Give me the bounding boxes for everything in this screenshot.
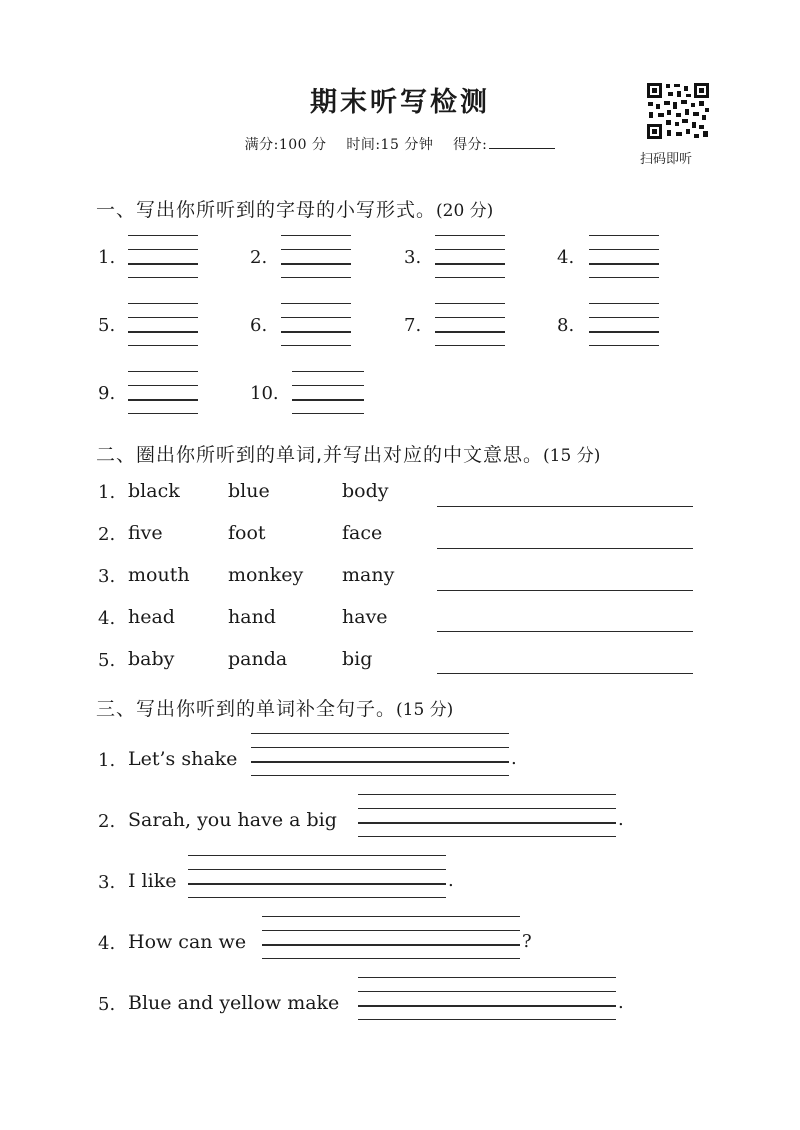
four-line-guide <box>358 794 616 795</box>
four-line-guide <box>128 413 198 414</box>
sentence-text: I like <box>128 870 177 892</box>
four-line-guide <box>281 249 351 250</box>
four-line-guide[interactable] <box>292 399 364 401</box>
four-line-guide <box>128 303 198 304</box>
four-line-guide <box>292 371 364 372</box>
word-option[interactable]: foot <box>228 522 266 544</box>
section2-points: (15 分) <box>543 446 601 466</box>
four-line-guide[interactable] <box>358 1005 616 1007</box>
section3-points: (15 分) <box>396 700 454 720</box>
four-line-guide[interactable] <box>262 944 520 946</box>
four-line-guide <box>358 1019 616 1020</box>
sentence-num: 5. <box>98 994 116 1015</box>
section2-heading <box>96 440 600 467</box>
section1-title: 一、写出你所听到的字母的小写形式。 <box>96 199 437 221</box>
four-line-guide[interactable] <box>128 331 198 333</box>
four-line-guide <box>188 869 446 870</box>
sentence-text: How can we <box>128 931 247 953</box>
four-line-guide[interactable] <box>589 331 659 333</box>
word-option[interactable]: monkey <box>228 564 304 586</box>
letter-item-num: 4. <box>557 247 575 268</box>
four-line-guide <box>281 235 351 236</box>
word-option[interactable]: have <box>342 606 388 628</box>
four-line-guide <box>435 277 505 278</box>
word-option[interactable]: hand <box>228 606 276 628</box>
four-line-guide <box>589 277 659 278</box>
letter-item-num: 7. <box>404 315 422 336</box>
word-option[interactable]: head <box>128 606 175 628</box>
page-title: 期末听写检测 <box>310 87 490 118</box>
four-line-guide <box>435 303 505 304</box>
four-line-guide <box>281 303 351 304</box>
four-line-guide <box>589 249 659 250</box>
four-line-guide[interactable] <box>281 263 351 265</box>
s2-row-num: 2. <box>98 524 116 545</box>
meaning-answer-line[interactable] <box>437 673 693 674</box>
four-line-guide <box>251 775 509 776</box>
word-option[interactable]: baby <box>128 648 175 670</box>
letter-item-num: 3. <box>404 247 422 268</box>
time-limit: 时间:15 分钟 <box>346 137 434 153</box>
letter-item-num: 5. <box>98 315 116 336</box>
word-option[interactable]: body <box>342 480 389 502</box>
four-line-guide[interactable] <box>358 822 616 824</box>
four-line-guide <box>281 317 351 318</box>
four-line-guide <box>589 235 659 236</box>
sentence-end-mark: . <box>448 870 454 891</box>
four-line-guide <box>589 303 659 304</box>
four-line-guide[interactable] <box>188 883 446 885</box>
score-blank[interactable] <box>489 148 555 149</box>
four-line-guide <box>589 345 659 346</box>
four-line-guide[interactable] <box>128 399 198 401</box>
section3-title: 三、写出你听到的单词补全句子。 <box>96 698 397 720</box>
meaning-answer-line[interactable] <box>437 590 693 591</box>
sentence-num: 3. <box>98 872 116 893</box>
full-score: 满分:100 分 <box>244 137 327 153</box>
word-option[interactable]: mouth <box>128 564 190 586</box>
sentence-end-mark: . <box>618 809 624 830</box>
section1-heading <box>96 195 493 222</box>
four-line-guide <box>262 930 520 931</box>
sentence-num: 4. <box>98 933 116 954</box>
four-line-guide <box>262 916 520 917</box>
four-line-guide <box>292 413 364 414</box>
four-line-guide <box>251 747 509 748</box>
four-line-guide <box>435 317 505 318</box>
four-line-guide <box>435 249 505 250</box>
four-line-guide <box>262 958 520 959</box>
word-option[interactable]: blue <box>228 480 270 502</box>
four-line-guide <box>358 836 616 837</box>
sentence-num: 1. <box>98 750 116 771</box>
four-line-guide <box>281 345 351 346</box>
s2-row-num: 1. <box>98 482 116 503</box>
score-label: 得分: <box>453 137 488 153</box>
four-line-guide <box>358 991 616 992</box>
four-line-guide[interactable] <box>281 331 351 333</box>
four-line-guide[interactable] <box>435 331 505 333</box>
section1-points: (20 分) <box>436 201 494 221</box>
sentence-text: Let’s shake <box>128 748 238 770</box>
four-line-guide[interactable] <box>589 263 659 265</box>
four-line-guide <box>128 317 198 318</box>
qr-label: 扫码即听 <box>640 152 693 167</box>
four-line-guide <box>128 277 198 278</box>
four-line-guide <box>128 235 198 236</box>
four-line-guide <box>128 249 198 250</box>
sentence-end-mark: . <box>511 748 517 769</box>
four-line-guide <box>128 345 198 346</box>
s2-row-num: 3. <box>98 566 116 587</box>
letter-item-num: 6. <box>250 315 268 336</box>
four-line-guide[interactable] <box>251 761 509 763</box>
sentence-text: Blue and yellow make <box>128 992 340 1014</box>
word-option[interactable]: panda <box>228 648 288 670</box>
letter-item-num: 10. <box>250 383 279 404</box>
four-line-guide <box>188 855 446 856</box>
sentence-text: Sarah, you have a big <box>128 809 337 831</box>
four-line-guide <box>281 277 351 278</box>
word-option[interactable]: face <box>342 522 383 544</box>
sentence-num: 2. <box>98 811 116 832</box>
meaning-answer-line[interactable] <box>437 631 693 632</box>
word-option[interactable]: big <box>342 648 373 670</box>
four-line-guide <box>358 977 616 978</box>
section2-title: 二、圈出你所听到的单词,并写出对应的中文意思。 <box>96 444 544 466</box>
letter-item-num: 1. <box>98 247 116 268</box>
word-option[interactable]: five <box>128 522 163 544</box>
letter-item-num: 2. <box>250 247 268 268</box>
four-line-guide <box>435 345 505 346</box>
s2-row-num: 5. <box>98 650 116 671</box>
section3-heading <box>96 694 453 721</box>
word-option[interactable]: many <box>342 564 395 586</box>
sentence-end-mark: . <box>618 992 624 1013</box>
letter-item-num: 8. <box>557 315 575 336</box>
letter-item-num: 9. <box>98 383 116 404</box>
four-line-guide <box>128 371 198 372</box>
four-line-guide <box>188 897 446 898</box>
word-option[interactable]: black <box>128 480 180 502</box>
four-line-guide[interactable] <box>128 263 198 265</box>
sentence-end-mark: ? <box>522 931 532 952</box>
four-line-guide <box>589 317 659 318</box>
four-line-guide <box>128 385 198 386</box>
qr-code-icon[interactable] <box>646 82 710 140</box>
meaning-answer-line[interactable] <box>437 548 693 549</box>
meaning-answer-line[interactable] <box>437 506 693 507</box>
four-line-guide <box>358 808 616 809</box>
four-line-guide <box>251 733 509 734</box>
four-line-guide <box>292 385 364 386</box>
four-line-guide[interactable] <box>435 263 505 265</box>
four-line-guide <box>435 235 505 236</box>
s2-row-num: 4. <box>98 608 116 629</box>
